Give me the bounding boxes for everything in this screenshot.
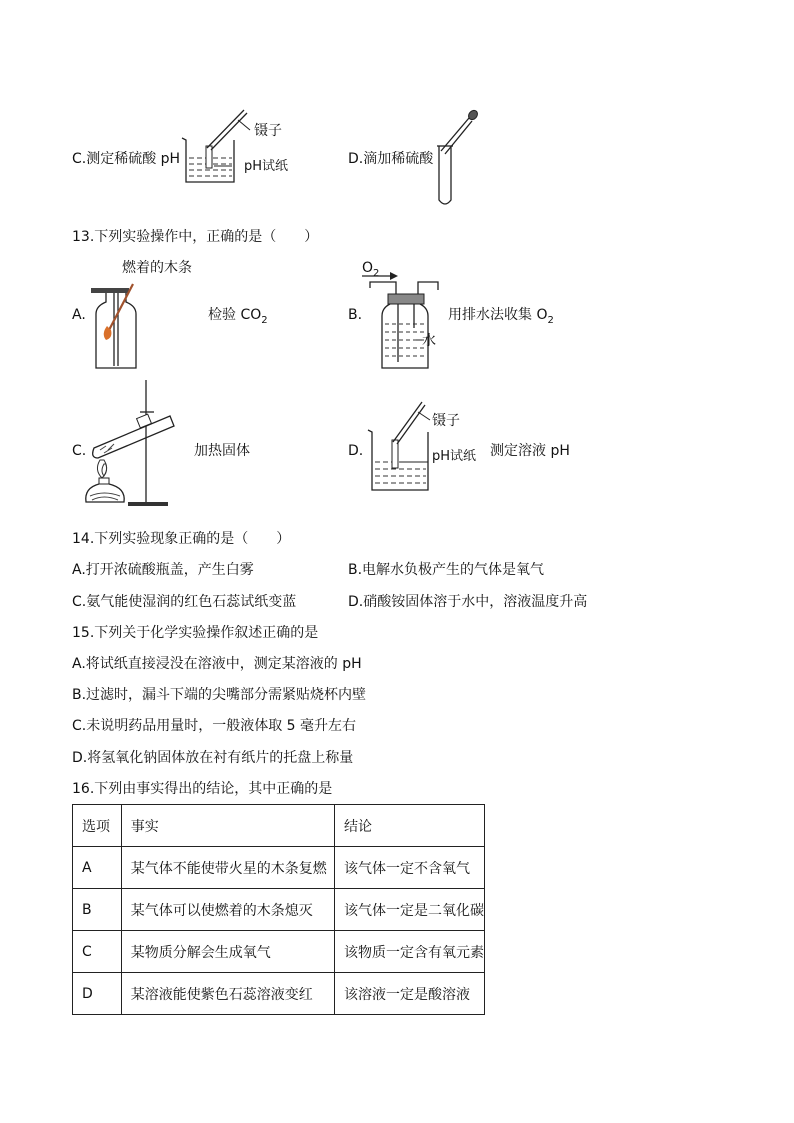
tweezers-label-d: 镊子 — [432, 413, 460, 429]
table-row — [73, 889, 485, 931]
row-conclusion: 该溶液一定是酸溶液 — [335, 973, 485, 1015]
q14-stem: 14.下列实验现象正确的是（ ） — [72, 531, 291, 547]
row-conclusion: 该物质一定含有氧元素 — [335, 931, 485, 973]
q13-option-a-desc: 检验 $CO_2$ — [208, 307, 268, 326]
facts-conclusions-table — [72, 804, 485, 1015]
q14-option-c: C.氨气能使湿润的红色石蕊试纸变蓝 — [72, 594, 297, 610]
q13-option-a-letter: A. — [72, 307, 86, 323]
q13-stem: 13.下列实验操作中，正确的是（ ） — [72, 229, 319, 245]
row-fact: 某物质分解会生成氧气 — [121, 931, 334, 973]
q15-stem: 15.下列关于化学实验操作叙述正确的是 — [72, 625, 319, 641]
q16-stem: 16.下列由事实得出的结论，其中正确的是 — [72, 781, 333, 797]
ph-paper-label: pH试纸 — [244, 159, 289, 174]
q15-option-c: C.未说明药品用量时，一般液体取 5 毫升左右 — [72, 718, 357, 734]
row-fact: 某气体不能使带火星的木条复燃 — [121, 847, 334, 889]
row-option: A — [73, 847, 122, 889]
q14-option-b: B.电解水负极产生的气体是氧气 — [348, 562, 545, 578]
tweezers-label: 镊子 — [254, 123, 282, 139]
burning-stick-label: 燃着的木条 — [122, 260, 192, 276]
row-option: D — [73, 973, 122, 1015]
header-conclusion: 结论 — [335, 805, 485, 847]
row-fact: 某气体可以使燃着的木条熄灭 — [121, 889, 334, 931]
oxygen-gas-label: $O_2$ — [362, 260, 380, 279]
heating-test-tube-stand-diagram — [80, 378, 190, 510]
table-row — [73, 847, 485, 889]
row-fact: 某溶液能使紫色石蕊溶液变红 — [121, 973, 334, 1015]
row-conclusion: 该气体一定是二氧化碳 — [335, 889, 485, 931]
q13-option-b-desc: 用排水法收集 $O_2$ — [448, 307, 554, 326]
q12-option-c-text: C.测定稀硫酸 pH — [72, 151, 181, 167]
table-row — [73, 973, 485, 1015]
q12-option-d-text: D.滴加稀硫酸 — [348, 151, 434, 167]
q15-option-b: B.过滤时，漏斗下端的尖嘴部分需紧贴烧杯内壁 — [72, 687, 367, 703]
row-option: C — [73, 931, 122, 973]
q13-option-d-desc: 测定溶液 pH — [490, 443, 570, 459]
q14-option-d: D.硝酸铵固体溶于水中，溶液温度升高 — [348, 594, 588, 610]
q15-option-a: A.将试纸直接浸没在溶液中，测定某溶液的 pH — [72, 656, 362, 672]
table-header-row — [73, 805, 485, 847]
gas-bottle-burning-stick-diagram — [88, 282, 148, 374]
q13-option-b-letter: B. — [348, 307, 363, 323]
water-label: 水 — [422, 333, 436, 349]
q13-option-c-desc: 加热固体 — [194, 443, 250, 459]
row-option: B — [73, 889, 122, 931]
row-conclusion: 该气体一定不含氧气 — [335, 847, 485, 889]
water-displacement-bottle-diagram — [360, 272, 460, 372]
q14-option-a: A.打开浓硫酸瓶盖，产生白雾 — [72, 562, 254, 578]
ph-paper-label-d: pH试纸 — [432, 449, 477, 464]
header-fact: 事实 — [121, 805, 334, 847]
q15-option-d: D.将氢氧化钠固体放在衬有纸片的托盘上称量 — [72, 750, 354, 766]
header-option: 选项 — [73, 805, 122, 847]
q13-option-d-letter: D. — [348, 443, 364, 459]
table-row — [73, 931, 485, 973]
q13-option-c-letter: C. — [72, 443, 87, 459]
dropper-test-tube-diagram — [435, 106, 485, 211]
